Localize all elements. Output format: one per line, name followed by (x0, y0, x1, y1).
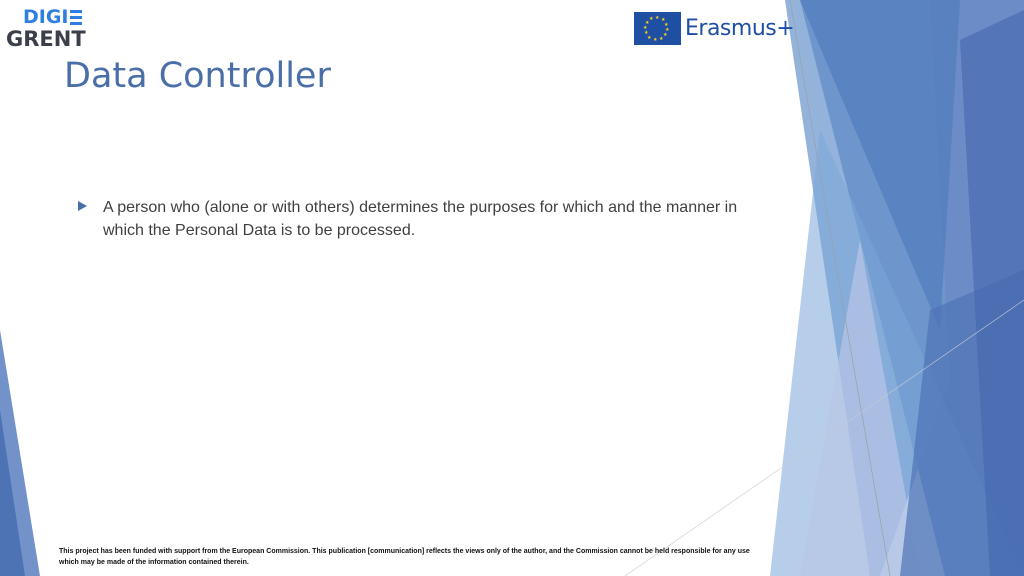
digigrent-logo (6, 6, 86, 52)
slide-title: Data Controller (64, 56, 331, 96)
bullet-item (78, 196, 758, 242)
funding-disclaimer: This project has been funded with support from the European Commission. This publication [communication] reflects the views only of the author, and the Commission cannot be held responsible for any use which may be made of the information contained therein. (59, 548, 750, 566)
bullet-list (78, 196, 758, 242)
digigrent-logo-top: DIGI (23, 6, 69, 28)
erasmus-logo-text: Erasmus+ (685, 16, 795, 41)
digigrent-logo-bars (70, 10, 82, 26)
erasmus-logo (634, 12, 794, 46)
eu-flag-icon: ★ ★ ★ ★ ★ ★ ★ ★ ★ ★ ★ ★ (634, 12, 681, 45)
bullet-arrow-icon (78, 201, 87, 211)
bullet-text: A person who (alone or with others) determines the purposes for which and the manner in which the Personal Data is to be processed. (103, 199, 738, 239)
digigrent-logo-bottom: GRENT (6, 27, 86, 51)
